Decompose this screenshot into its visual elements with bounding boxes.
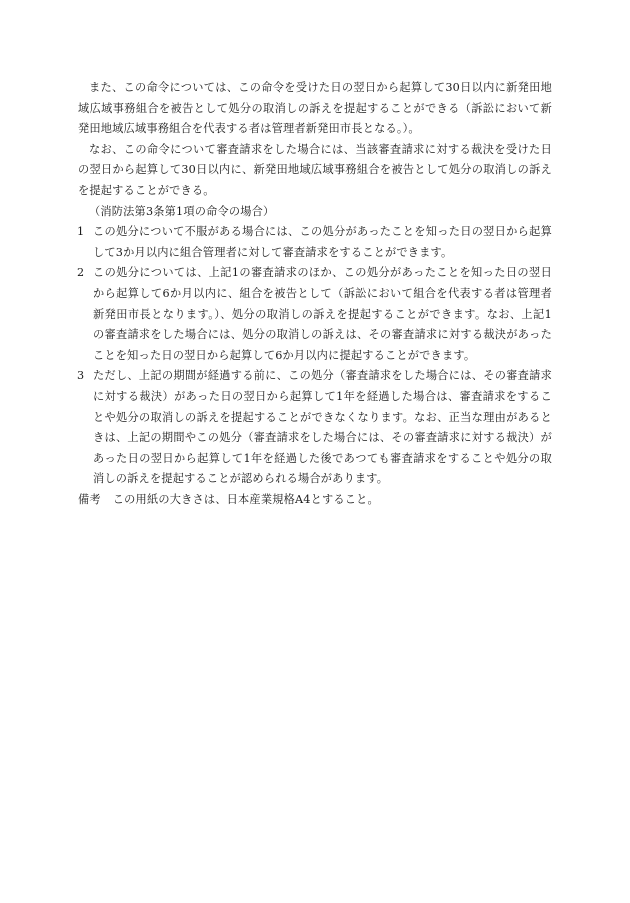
item-text: この処分について不服がある場合には、この処分があったことを知った日の翌日から起算して3か月以内に組合管理者に対して審査請求をすることができます。 bbox=[93, 225, 552, 259]
remarks-label: 備考 bbox=[78, 492, 101, 506]
remarks bbox=[78, 490, 552, 511]
item-text: ただし、上記の期間が経過する前に、この処分（審査請求をした場合には、その審査請求に対する裁決）があった日の翌日から起算して1年を経過した場合は、審査請求をすることや処分の取消しの訴えを提起することができなくなります。なお、正当な理由があるときは、上記の期間やこの処分（審査請求をした場合には、その審査請求に対する裁決）があった日の翌日から起算して1年を経過した後であつても審査請求をすることや処分の取消しの訴えを提起することが認められる場合があります。 bbox=[93, 369, 552, 486]
list-item bbox=[78, 222, 552, 263]
list-item bbox=[78, 263, 552, 366]
section-heading: （消防法第3条第1項の命令の場合） bbox=[89, 204, 275, 218]
remarks-text: この用紙の大きさは、日本産業規格A4とすること。 bbox=[112, 492, 379, 506]
item-text: この処分については、上記1の審査請求のほか、この処分があったことを知った日の翌日から起算して6か月以内に、組合を被告として（訴訟において組合を代表する者は管理者新発田市長となります。）、処分の取消しの訴えを提起することができます。なお、上記1の審査請求をした場合には、処分の取消しの訴えは、その審査請求に対する裁決があったことを知った日の翌日から起算して6か月以内に提起することができます。 bbox=[93, 266, 552, 362]
item-number: 2 bbox=[77, 266, 85, 280]
item-number: 3 bbox=[77, 369, 85, 383]
item-number: 1 bbox=[77, 225, 85, 239]
paragraph-review-request: なお、この命令について審査請求をした場合には、当該審査請求に対する裁決を受けた日の翌日から起算して30日以内に、新発田地域広域事務組合を被告として処分の取消しの訴えを提起することができる。 bbox=[78, 142, 552, 197]
document-body bbox=[78, 78, 552, 510]
paragraph-appeal-lawsuit: また、この命令については、この命令を受けた日の翌日から起算して30日以内に新発田地域広域事務組合を被告として処分の取消しの訴えを提起することができる（訴訟において新発田地域広域事務組合を代表する者は管理者新発田市長となる。）。 bbox=[78, 81, 552, 136]
list-item bbox=[78, 366, 552, 490]
